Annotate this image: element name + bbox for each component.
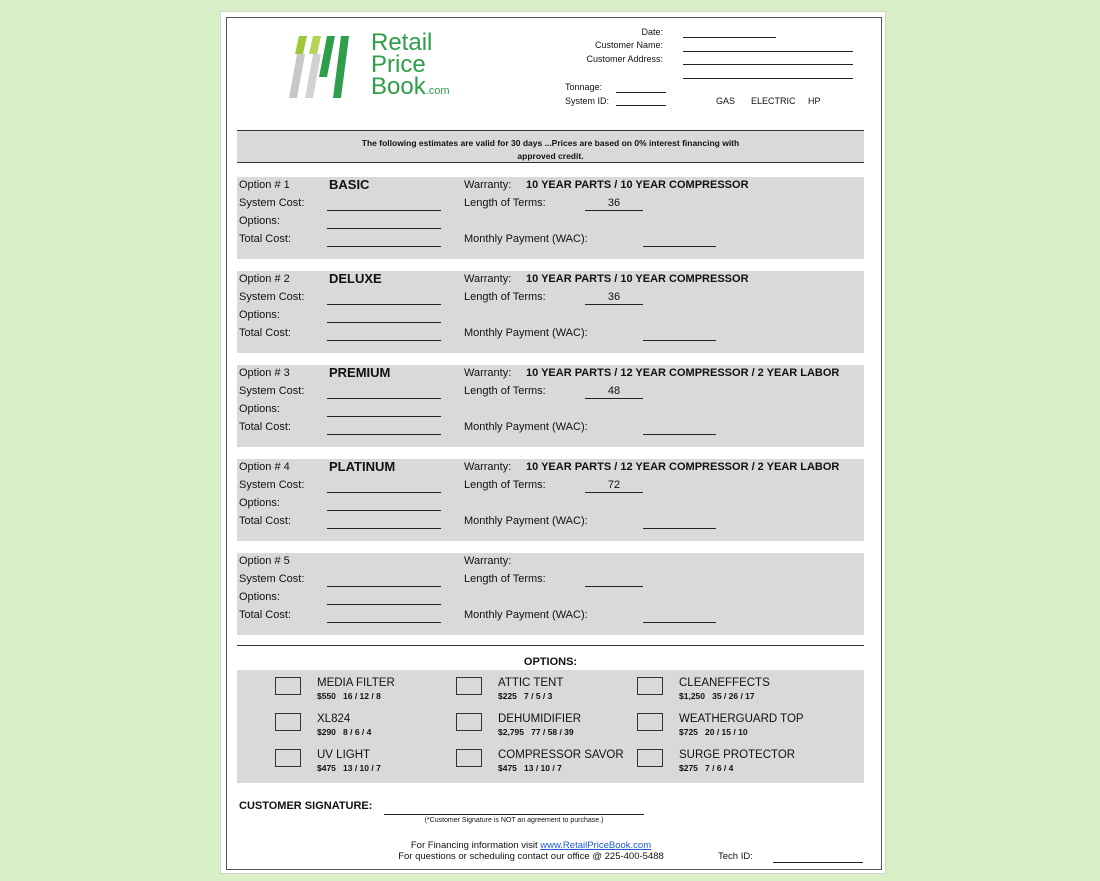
warranty-value: 10 YEAR PARTS / 12 YEAR COMPRESSOR / 2 YEAR LABOR: [526, 367, 840, 379]
addon-checkbox-xl824[interactable]: [275, 713, 301, 731]
addon-name: XL824: [317, 713, 351, 725]
option-number: Option # 5: [239, 555, 290, 567]
length-of-terms-label: Length of Terms:: [464, 479, 546, 491]
monthly-payment-field[interactable]: [643, 528, 716, 529]
addon-checkbox-compressor-savor[interactable]: [456, 749, 482, 767]
options-label: Options:: [239, 309, 280, 321]
logo-suffix: .com: [425, 85, 450, 97]
customer-signature-label: CUSTOMER SIGNATURE:: [239, 800, 373, 812]
estimate-sheet: [220, 11, 886, 874]
signature-note: (*Customer Signature is NOT an agreement to purchase.): [424, 817, 604, 824]
option-tier: PLATINUM: [329, 459, 396, 474]
option-number: Option # 2: [239, 273, 290, 285]
system-cost-field[interactable]: [327, 492, 441, 493]
total-cost-label: Total Cost:: [239, 515, 291, 527]
system-cost-field[interactable]: [327, 586, 441, 587]
addon-checkbox-uv-light[interactable]: [275, 749, 301, 767]
system-cost-field[interactable]: [327, 210, 441, 211]
monthly-payment-label: Monthly Payment (WAC):: [464, 515, 588, 527]
total-cost-field[interactable]: [327, 528, 441, 529]
tonnage-label: Tonnage:: [565, 82, 603, 92]
system-cost-field[interactable]: [327, 304, 441, 305]
length-of-terms-label: Length of Terms:: [464, 291, 546, 303]
option-tier: DELUXE: [329, 271, 382, 286]
customer-signature-field[interactable]: [384, 814, 644, 815]
system-cost-label: System Cost:: [239, 573, 305, 585]
addon-checkbox-dehumidifier[interactable]: [456, 713, 482, 731]
total-cost-label: Total Cost:: [239, 609, 291, 621]
system-cost-label: System Cost:: [239, 385, 305, 397]
addon-price: $725 20 / 15 / 10: [679, 727, 748, 737]
contact-info: For questions or scheduling contact our office @ 225-400-5488: [398, 851, 664, 862]
term-field[interactable]: [585, 586, 643, 587]
banner-line-1: The following estimates are valid for 30 days ...Prices are based on 0% interest financing with: [361, 138, 740, 148]
total-cost-label: Total Cost:: [239, 233, 291, 245]
term-value: 36: [607, 197, 621, 209]
length-of-terms-label: Length of Terms:: [464, 573, 546, 585]
options-title: OPTIONS:: [523, 656, 578, 668]
option-number: Option # 3: [239, 367, 290, 379]
total-cost-field[interactable]: [327, 340, 441, 341]
retailpricebook-link[interactable]: www.RetailPriceBook.com: [540, 840, 652, 851]
financing-info: [331, 840, 731, 851]
tonnage-field[interactable]: [616, 92, 666, 93]
addon-name: WEATHERGUARD TOP: [679, 713, 804, 725]
options-label: Options:: [239, 403, 280, 415]
options-field[interactable]: [327, 510, 441, 511]
options-field[interactable]: [327, 322, 441, 323]
system-cost-label: System Cost:: [239, 197, 305, 209]
addon-checkbox-attic-tent[interactable]: [456, 677, 482, 695]
monthly-payment-label: Monthly Payment (WAC):: [464, 421, 588, 433]
total-cost-label: Total Cost:: [239, 421, 291, 433]
length-of-terms-label: Length of Terms:: [464, 197, 546, 209]
monthly-payment-label: Monthly Payment (WAC):: [464, 609, 588, 621]
customer-address-field-1[interactable]: [683, 64, 853, 65]
addon-price: $290 8 / 6 / 4: [317, 727, 372, 737]
total-cost-label: Total Cost:: [239, 327, 291, 339]
customer-name-label: Customer Name:: [594, 40, 663, 50]
date-field[interactable]: [683, 37, 776, 38]
length-of-terms-label: Length of Terms:: [464, 385, 546, 397]
logo-line-price: Price: [371, 51, 426, 78]
addon-price: $475 13 / 10 / 7: [317, 763, 381, 773]
total-cost-field[interactable]: [327, 622, 441, 623]
addon-price: $225 7 / 5 / 3: [498, 691, 553, 701]
monthly-payment-label: Monthly Payment (WAC):: [464, 233, 588, 245]
retail-price-book-logo: [283, 29, 463, 102]
options-field[interactable]: [327, 416, 441, 417]
total-cost-field[interactable]: [327, 434, 441, 435]
term-field[interactable]: [585, 398, 643, 399]
addon-checkbox-weatherguard-top[interactable]: [637, 713, 663, 731]
addon-name: COMPRESSOR SAVOR: [498, 749, 624, 761]
logo-line-book: Book: [371, 73, 426, 100]
option-tier: PREMIUM: [329, 365, 391, 380]
logo-bars-icon: [283, 32, 363, 102]
estimate-option-3: [237, 365, 864, 447]
fuel-gas-option[interactable]: GAS: [716, 96, 736, 106]
term-field[interactable]: [585, 210, 643, 211]
warranty-value: 10 YEAR PARTS / 10 YEAR COMPRESSOR: [526, 179, 749, 191]
estimate-option-1: [237, 177, 864, 259]
addon-price: $275 7 / 6 / 4: [679, 763, 734, 773]
option-tier: BASIC: [329, 177, 370, 192]
total-cost-field[interactable]: [327, 246, 441, 247]
options-field[interactable]: [327, 228, 441, 229]
addon-name: MEDIA FILTER: [317, 677, 395, 689]
monthly-payment-field[interactable]: [643, 434, 716, 435]
addon-name: ATTIC TENT: [498, 677, 564, 689]
options-label: Options:: [239, 497, 280, 509]
warranty-label: Warranty:: [464, 367, 512, 379]
addon-checkbox-media-filter[interactable]: [275, 677, 301, 695]
warranty-value: 10 YEAR PARTS / 12 YEAR COMPRESSOR / 2 YEAR LABOR: [526, 461, 840, 473]
addon-checkbox-surge-protector[interactable]: [637, 749, 663, 767]
addon-price: $2,795 77 / 58 / 39: [498, 727, 574, 737]
options-label: Options:: [239, 591, 280, 603]
customer-name-field[interactable]: [683, 51, 853, 52]
term-value: 36: [607, 291, 621, 303]
addon-name: SURGE PROTECTOR: [679, 749, 796, 761]
customer-address-label: Customer Address:: [586, 54, 663, 64]
monthly-payment-field[interactable]: [643, 246, 716, 247]
term-value: 48: [607, 385, 621, 397]
addon-price: $1,250 35 / 26 / 17: [679, 691, 755, 701]
options-divider: [237, 645, 864, 646]
system-id-label: System ID:: [565, 96, 610, 106]
estimate-option-4: [237, 459, 864, 541]
option-number: Option # 1: [239, 179, 290, 191]
term-field[interactable]: [585, 492, 643, 493]
fuel-electric-option[interactable]: ELECTRIC: [751, 96, 796, 106]
monthly-payment-field[interactable]: [643, 622, 716, 623]
estimate-option-5: [237, 553, 864, 635]
addon-name: UV LIGHT: [317, 749, 371, 761]
option-number: Option # 4: [239, 461, 290, 473]
system-cost-label: System Cost:: [239, 291, 305, 303]
monthly-payment-label: Monthly Payment (WAC):: [464, 327, 588, 339]
financing-text: For Financing information visit: [410, 840, 538, 851]
tech-id-field[interactable]: [773, 862, 863, 863]
addon-name: CLEANEFFECTS: [679, 677, 770, 689]
warranty-label: Warranty:: [464, 461, 512, 473]
addon-price: $550 16 / 12 / 8: [317, 691, 381, 701]
monthly-payment-field[interactable]: [643, 340, 716, 341]
term-value: 72: [607, 479, 621, 491]
addon-name: DEHUMIDIFIER: [498, 713, 582, 725]
warranty-value: 10 YEAR PARTS / 10 YEAR COMPRESSOR: [526, 273, 749, 285]
warranty-label: Warranty:: [464, 555, 512, 567]
warranty-label: Warranty:: [464, 273, 512, 285]
options-label: Options:: [239, 215, 280, 227]
system-cost-field[interactable]: [327, 398, 441, 399]
estimate-option-2: [237, 271, 864, 353]
date-label: Date:: [641, 27, 663, 37]
addon-options-panel: [237, 670, 864, 783]
system-cost-label: System Cost:: [239, 479, 305, 491]
logo-line-retail: Retail: [371, 29, 433, 56]
system-id-field[interactable]: [616, 105, 666, 106]
fuel-hp-option[interactable]: HP: [808, 96, 821, 106]
warranty-label: Warranty:: [464, 179, 512, 191]
banner-line-2: approved credit.: [517, 151, 584, 161]
addon-checkbox-cleaneffects[interactable]: [637, 677, 663, 695]
tech-id-label: Tech ID:: [718, 851, 753, 862]
options-field[interactable]: [327, 604, 441, 605]
customer-address-field-2[interactable]: [683, 78, 853, 79]
validity-banner: [237, 130, 864, 163]
term-field[interactable]: [585, 304, 643, 305]
addon-price: $475 13 / 10 / 7: [498, 763, 562, 773]
